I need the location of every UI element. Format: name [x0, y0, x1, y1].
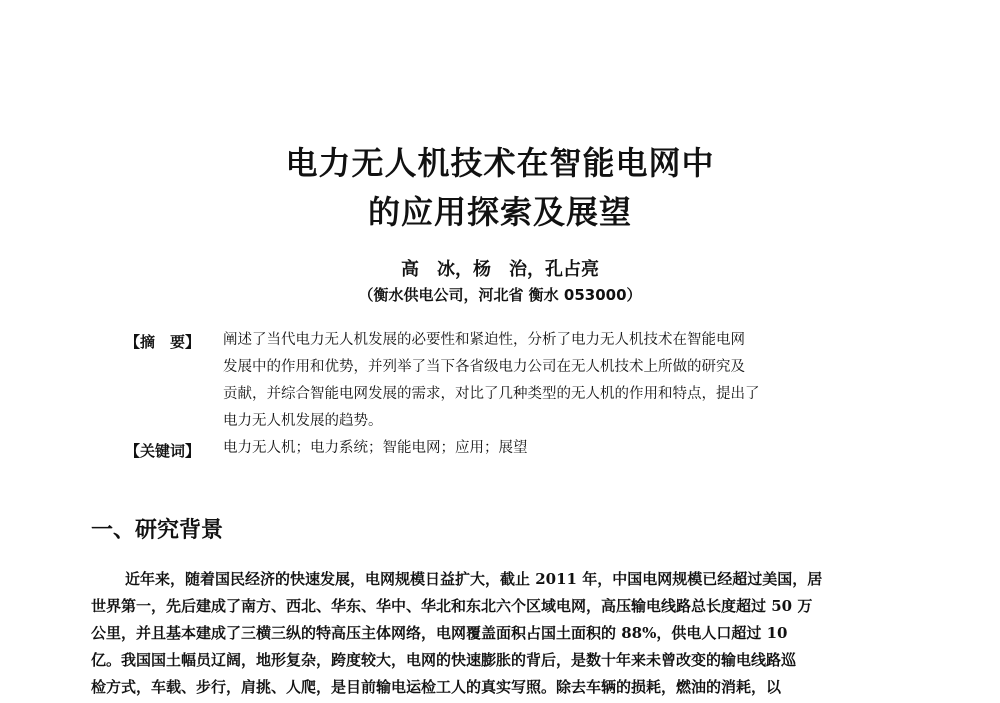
body-line: 近年来，随着国民经济的快速发展，电网规模日益扩大，截止 2011 年，中国电网规模已经超过美国，居 — [125, 570, 823, 588]
section-heading: 一、研究背景 — [91, 518, 224, 543]
body-line: 公里，并且基本建成了三横三纵的特高压主体网络，电网覆盖面积占国土面积的 88%，供电人口超过 10 — [91, 624, 788, 642]
abstract-label: 【摘 要】 — [125, 333, 201, 351]
abstract-line: 阐述了当代电力无人机发展的必要性和紧迫性，分析了电力无人机技术在智能电网 — [223, 332, 745, 348]
affiliation: （衡水供电公司，河北省 衡水 053000） — [358, 286, 642, 304]
body-line: 世界第一，先后建成了南方、西北、华东、华中、华北和东北六个区域电网，高压输电线路总长度超过 50 万 — [91, 597, 813, 615]
abstract-text — [223, 327, 878, 435]
keywords-line: 电力无人机；电力系统；智能电网；应用；展望 — [223, 440, 528, 456]
keywords-text — [223, 435, 878, 462]
body-line: 亿。我国国土幅员辽阔，地形复杂，跨度较大，电网的快速膨胀的背后，是数十年来未曾改变的输电线路巡 — [91, 651, 797, 669]
paper-title-line-1: 电力无人机技术在智能电网中 — [285, 144, 715, 182]
section-body — [91, 566, 911, 701]
keywords-label: 【关键词】 — [125, 442, 201, 460]
abstract-line: 发展中的作用和优势，并列举了当下各省级电力公司在无人机技术上所做的研究及 — [223, 359, 745, 375]
abstract-line: 电力无人机发展的趋势。 — [223, 413, 383, 429]
abstract-line: 贡献，并综合智能电网发展的需求，对比了几种类型的无人机的作用和特点，提出了 — [223, 386, 760, 402]
body-line: 检方式，车载、步行，肩挑、人爬，是目前输电运检工人的真实写照。除去车辆的损耗，燃油的消耗，以 — [91, 678, 782, 696]
authors: 高 冰，杨 治，孔占亮 — [401, 259, 599, 280]
paper-title-line-2: 的应用探索及展望 — [367, 193, 632, 231]
